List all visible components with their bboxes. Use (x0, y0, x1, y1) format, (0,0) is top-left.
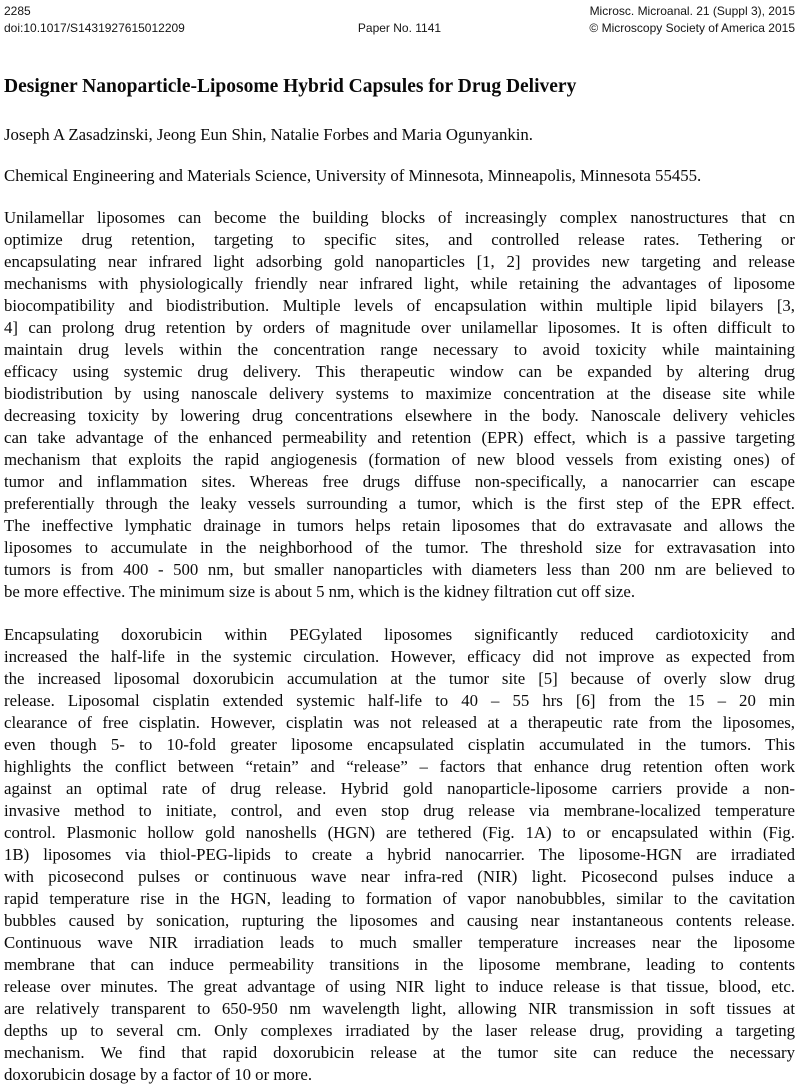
text-line: membrane that can induce permeability transitions in the liposome membrane, leading to contents (4, 955, 795, 974)
abstract-paragraph-1 (4, 207, 795, 603)
text-line: against an optimal rate of drug release. Hybrid gold nanoparticle-liposome carriers provide a non- (4, 779, 795, 798)
text-line: maintain drug levels within the concentration range necessary to avoid toxicity while maintaining (4, 340, 795, 359)
text-line: 4] can prolong drug retention by orders of magnitude over unilamellar liposomes. It is often difficult to (4, 318, 795, 337)
text-line: are relatively transparent to 650-950 nm wavelength light, allowing NIR transmission in soft tissues at (4, 999, 795, 1018)
text-line: control. Plasmonic hollow gold nanoshells (HGN) are tethered (Fig. 1A) to or encapsulated within (Fig. (4, 823, 795, 842)
text-line: highlights the conflict between “retain” and “release” – factors that enhance drug retention often work (4, 757, 795, 776)
text-line: doxorubicin dosage by a factor of 10 or more. (4, 1065, 313, 1084)
text-line: mechanism that exploits the rapid angiogenesis (formation of new blood vessels from existing ones) of (4, 450, 795, 469)
text-line: even though 5- to 10-fold greater liposome encapsulated cisplatin accumulated in the tumors. This (4, 735, 795, 754)
text-line: depths up to several cm. Only complexes irradiated by the laser release drug, providing a targeting (4, 1021, 795, 1040)
text-line: release over minutes. The great advantage of using NIR light to induce release is that tissue, blood, etc. (4, 977, 795, 996)
authors-line: Joseph A Zasadzinski, Jeong Eun Shin, Natalie Forbes and Maria Ogunyankin. (4, 125, 533, 144)
text-line: be more effective. The minimum size is about 5 nm, which is the kidney filtration cut off size. (4, 582, 636, 601)
header-row-2 (4, 20, 795, 37)
doi-text: doi:10.1017/S1431927615012209 (4, 20, 185, 35)
text-line: tumors is from 400 - 500 nm, but smaller nanoparticles with diameters less than 200 nm are believed to (4, 560, 795, 579)
text-line: Encapsulating doxorubicin within PEGylated liposomes significantly reduced cardiotoxicity and (4, 625, 795, 644)
paper-number: Paper No. 1141 (357, 20, 442, 35)
text-line: bubbles caused by sonication, rupturing the liposomes and causing near instantaneous contents release. (4, 911, 795, 930)
text-line: preferentially through the leaky vessels surrounding a tumor, which is the first step of the EPR effect. (4, 494, 795, 513)
journal-citation: Microsc. Microanal. 21 (Suppl 3), 2015 (589, 4, 795, 18)
text-line: 1B) liposomes via thiol-PEG-lipids to create a hybrid nanocarrier. The liposome-HGN are irradiated (4, 845, 795, 864)
text-line: invasive method to initiate, control, and even stop drug release via membrane-localized temperature (4, 801, 795, 820)
text-line: Unilamellar liposomes can become the building blocks of increasingly complex nanostructures that cn (4, 208, 795, 227)
text-line: tumor and inflammation sites. Whereas free drugs diffuse non-specifically, a nanocarrier can escape (4, 472, 795, 491)
header-row-1 (4, 3, 795, 20)
copyright-notice: © Microscopy Society of America 2015 (589, 20, 795, 35)
text-line: clearance of free cisplatin. However, cisplatin was not released at a therapeutic rate from the liposomes, (4, 713, 795, 732)
text-line: optimize drug retention, targeting to specific sites, and controlled release rates. Tethering or (4, 230, 795, 249)
text-line: increased the half-life in the systemic circulation. However, efficacy did not improve as expected from (4, 647, 795, 666)
text-line: liposomes to accumulate in the neighborhood of the tumor. The threshold size for extravasation into (4, 538, 795, 557)
text-line: mechanisms with physiologically friendly near infrared light, while retaining the advantages of liposome (4, 274, 795, 293)
abstract-paragraph-2 (4, 624, 795, 1086)
text-line: decreasing toxicity by lowering drug concentrations elsewhere in the body. Nanoscale delivery vehicles (4, 406, 795, 425)
text-line: efficacy using systemic drug delivery. This therapeutic window can be expanded by altering drug (4, 362, 795, 381)
text-line: mechanism. We find that rapid doxorubicin release at the tumor site can reduce the necessary (4, 1043, 795, 1062)
text-line: biocompatibility and biodistribution. Multiple levels of encapsulation within multiple lipid bilayers [3, (4, 296, 795, 315)
text-line: biodistribution by using nanoscale delivery systems to maximize concentration at the disease site while (4, 384, 795, 403)
text-line: encapsulating near infrared light adsorbing gold nanoparticles [1, 2] provides new targeting and release (4, 252, 795, 271)
text-line: The ineffective lymphatic drainage in tumors helps retain liposomes that do extravasate and allows the (4, 516, 795, 535)
page-number: 2285 (4, 4, 31, 18)
article-title: Designer Nanoparticle-Liposome Hybrid Capsules for Drug Delivery (4, 76, 577, 97)
text-line: the increased liposomal doxorubicin accumulation at the tumor site [5] because of overly slow drug (4, 669, 795, 688)
text-line: can take advantage of the enhanced permeability and retention (EPR) effect, which is a passive targeting (4, 428, 795, 447)
text-line: release. Liposomal cisplatin extended systemic half-life to 40 – 55 hrs [6] from the 15 – 20 min (4, 691, 795, 710)
page-header (4, 3, 795, 36)
text-line: with picosecond pulses or continuous wave near infra-red (NIR) light. Picosecond pulses induce a (4, 867, 795, 886)
text-line: Continuous wave NIR irradiation leads to much smaller temperature increases near the liposome (4, 933, 795, 952)
text-line: rapid temperature rise in the HGN, leading to formation of vapor nanobubbles, similar to the cavitation (4, 889, 795, 908)
affiliation-line: Chemical Engineering and Materials Science, University of Minnesota, Minneapolis, Minnesota 55455. (4, 166, 702, 185)
